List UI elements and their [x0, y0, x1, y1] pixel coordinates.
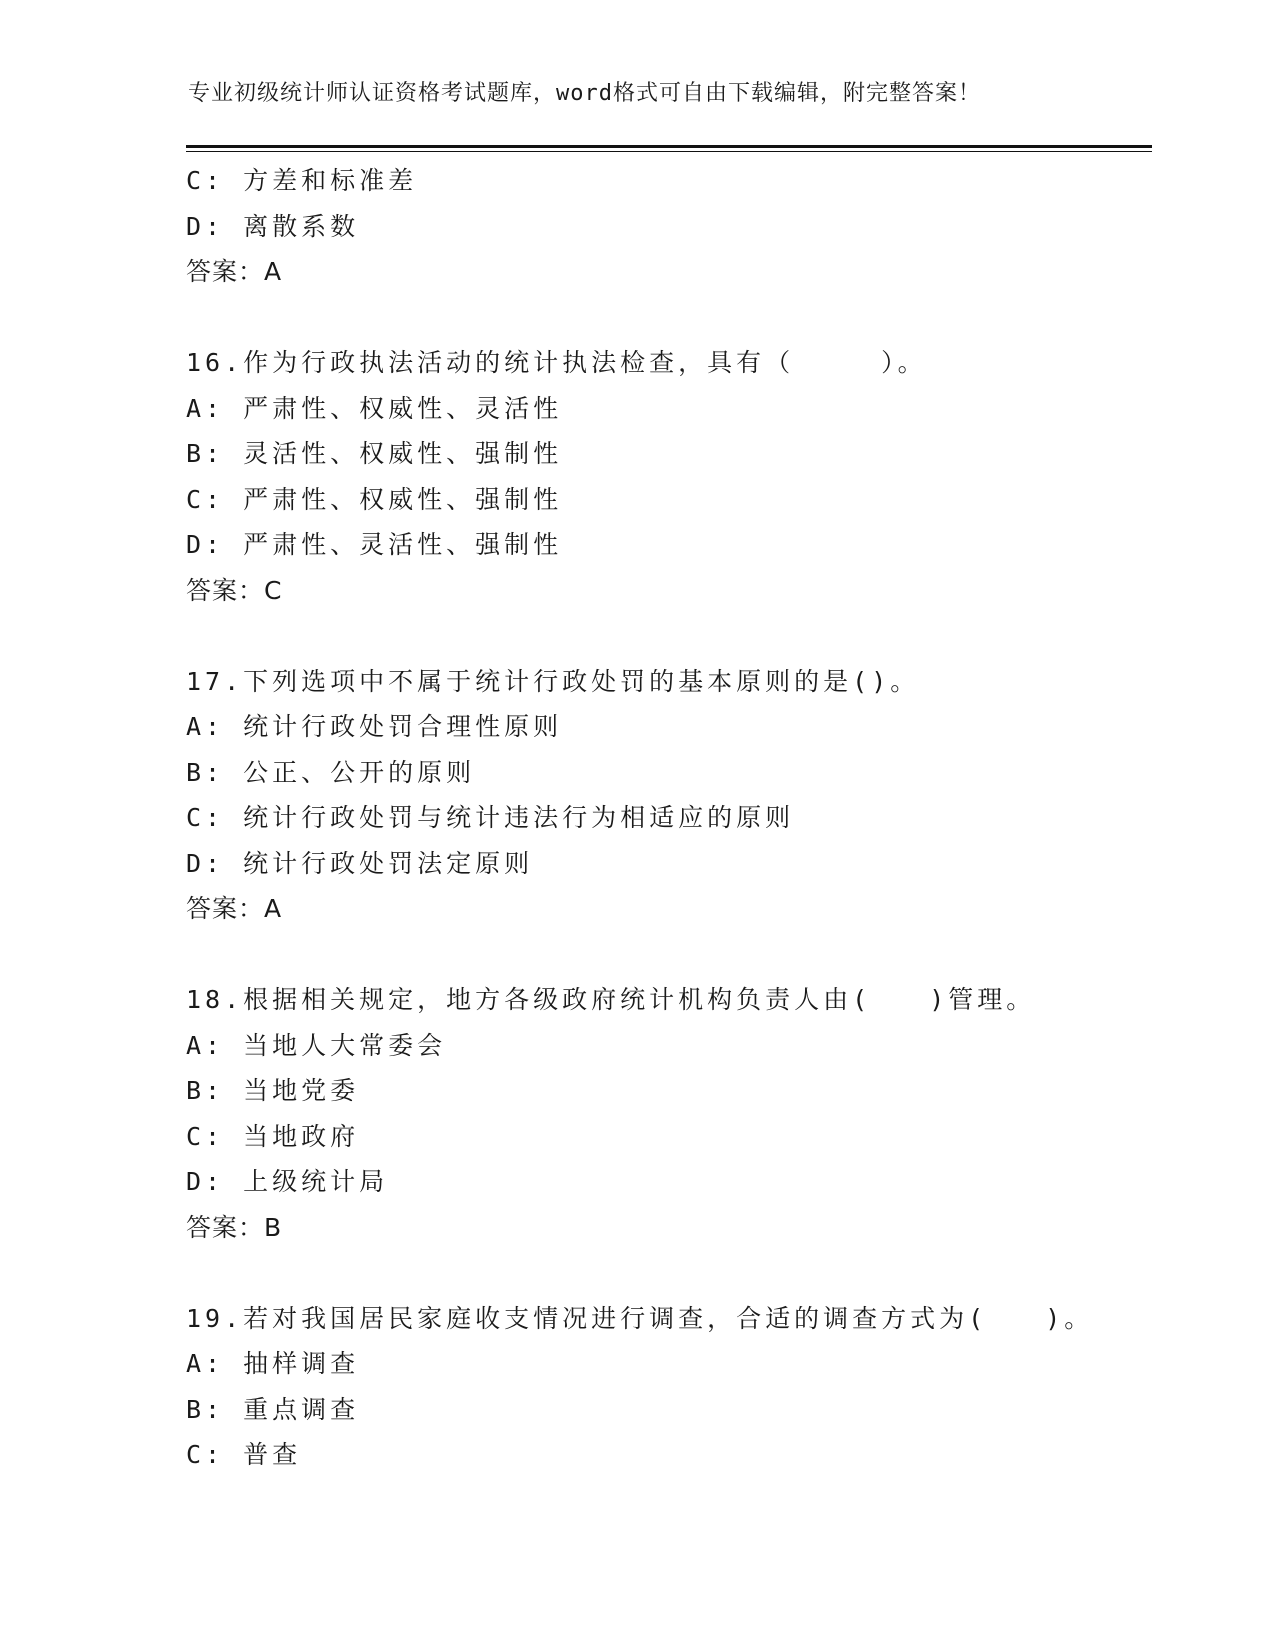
question-stem: 17.下列选项中不属于统计行政处罚的基本原则的是()。 — [186, 666, 920, 696]
carryover-question — [186, 158, 1152, 295]
option-a: A: 当地人大常委会 — [186, 1030, 447, 1060]
option-a: A: 严肃性、权威性、灵活性 — [186, 393, 563, 423]
option-b: B: 灵活性、权威性、强制性 — [186, 439, 563, 468]
option-d: D: 离散系数 — [186, 211, 360, 241]
option-d: D: 严肃性、灵活性、强制性 — [186, 530, 563, 559]
option-c: C: 方差和标准差 — [186, 166, 418, 195]
question-spacer — [186, 1250, 1152, 1296]
question-18 — [186, 977, 1152, 1250]
question-19 — [186, 1296, 1152, 1478]
question-spacer — [186, 613, 1152, 659]
question-spacer — [186, 932, 1152, 978]
question-17 — [186, 659, 1152, 932]
question-stem: 19.若对我国居民家庭收支情况进行调查，合适的调查方式为( )。 — [186, 1303, 1094, 1333]
answer-line: 答案：C — [186, 575, 283, 605]
answer-line: 答案：A — [186, 257, 283, 286]
header-rule-thick — [186, 145, 1152, 148]
option-b: B: 重点调查 — [186, 1394, 360, 1424]
question-stem: 16.作为行政执法活动的统计执法检查，具有（ ）。 — [186, 348, 927, 377]
option-a: A: 抽样调查 — [186, 1349, 360, 1378]
exam-content — [186, 158, 1152, 1478]
option-c: C: 当地政府 — [186, 1121, 360, 1151]
answer-line: 答案：A — [186, 894, 283, 923]
answer-line: 答案：B — [186, 1212, 283, 1242]
header-rule-thin — [186, 151, 1152, 152]
question-spacer — [186, 295, 1152, 341]
option-c: C: 统计行政处罚与统计违法行为相适应的原则 — [186, 803, 795, 832]
question-stem: 18.根据相关规定，地方各级政府统计机构负责人由( )管理。 — [186, 985, 1036, 1014]
option-d: D: 统计行政处罚法定原则 — [186, 848, 534, 878]
option-b: B: 当地党委 — [186, 1076, 360, 1105]
option-b: B: 公正、公开的原则 — [186, 757, 476, 787]
option-a: A: 统计行政处罚合理性原则 — [186, 712, 563, 741]
page-header: 专业初级统计师认证资格考试题库，word格式可自由下载编辑，附完整答案！ — [188, 81, 981, 106]
option-c: C: 普查 — [186, 1440, 302, 1469]
question-16 — [186, 340, 1152, 613]
option-d: D: 上级统计局 — [186, 1167, 389, 1196]
option-c: C: 严肃性、权威性、强制性 — [186, 484, 563, 514]
